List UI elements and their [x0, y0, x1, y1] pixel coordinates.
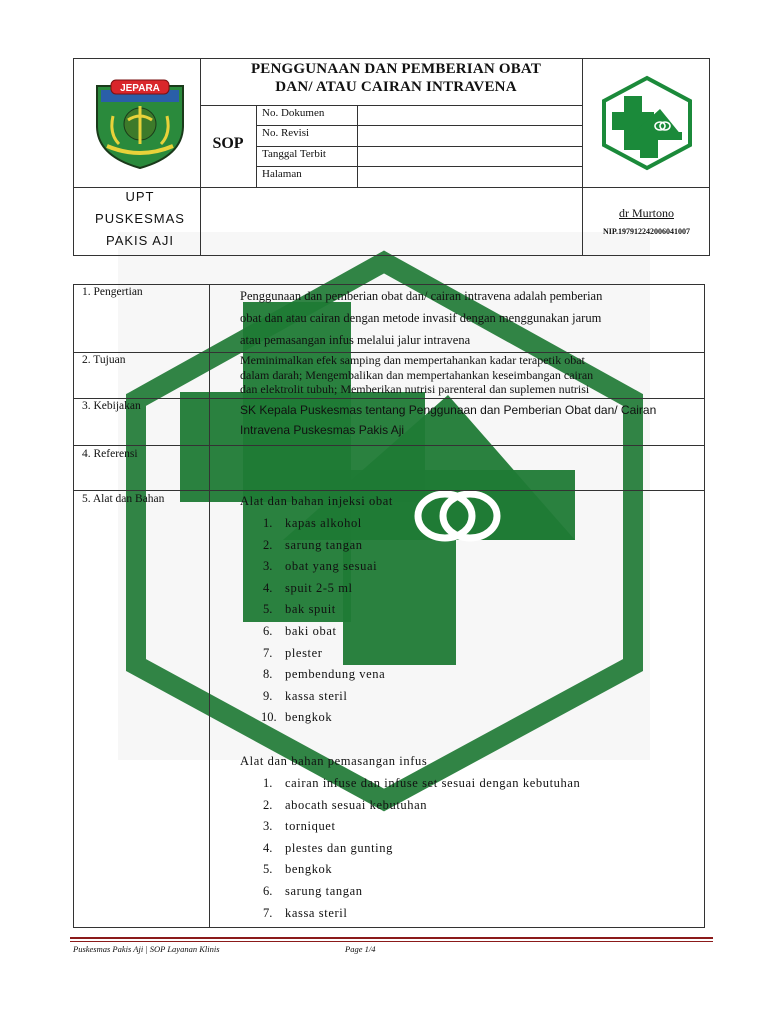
list-item-number: 7. — [263, 905, 273, 920]
kebijakan-line: SK Kepala Puskesmas tentang Penggunaan dan Pemberian Obat dan/ Cairan — [240, 403, 657, 417]
list-item: bengkok — [285, 710, 333, 725]
list-item: cairan infuse dan infuse set sesuai dengan kebutuhan — [285, 776, 581, 790]
list-item-number: 3. — [263, 819, 273, 834]
list-item-number: 9. — [263, 688, 273, 703]
list-item-number: 3. — [263, 559, 273, 574]
list-item-number: 5. — [263, 602, 273, 617]
row-label-tujuan: 2. Tujuan — [82, 354, 126, 366]
list-item: bengkok — [285, 862, 333, 877]
kebijakan-line: Intravena Puskesmas Pakis Aji — [240, 423, 405, 437]
pengertian-text — [240, 285, 698, 351]
list-item: obat yang sesuai — [285, 559, 378, 574]
list-item: pembendung vena — [285, 667, 386, 682]
list-item-number: 1. — [263, 516, 273, 530]
list-item: kassa steril — [285, 688, 348, 703]
list-item-number: 5. — [263, 862, 273, 877]
list-item-number: 7. — [263, 645, 273, 660]
list-item: abocath sesuai kebutuhan — [285, 797, 428, 812]
list-item-number: 2. — [263, 537, 273, 552]
list-item: plester — [285, 645, 323, 660]
sop-label: SOP — [212, 135, 244, 152]
org-line-1: UPT — [125, 189, 155, 204]
tujuan-line: Meminimalkan efek samping dan mempertahankan kadar terapetik obat — [240, 353, 585, 367]
field-no-dokumen: No. Dokumen — [262, 107, 325, 119]
pengertian-line: obat dan atau cairan dengan metode invasif dengan menggunakan jarum — [240, 311, 602, 325]
signer-name: dr Murtono — [619, 206, 674, 220]
signer-nip: NIP.197912242006041007 — [602, 227, 691, 236]
list-item: sarung tangan — [285, 884, 363, 898]
footer-rule-thin — [70, 941, 713, 942]
list-item-number: 4. — [263, 580, 273, 595]
field-tanggal-terbit: Tanggal Terbit — [262, 148, 326, 160]
row-label-pengertian: 1. Pengertian — [82, 286, 143, 298]
list-item-number: 10. — [261, 710, 277, 725]
tujuan-line: dan elektrolit tubuh; Memberikan nutrisi parenteral dan suplemen nutrisi — [240, 382, 590, 396]
kebijakan-text — [240, 400, 698, 440]
list-item: sarung tangan — [285, 537, 363, 552]
list-item-number: 1. — [263, 776, 273, 790]
list-item-number: 4. — [263, 840, 273, 855]
row-label-kebijakan: 3. Kebijakan — [82, 400, 141, 412]
crest-banner-text: JEPARA — [120, 83, 160, 94]
footer-page-number: Page 1/4 — [345, 944, 376, 954]
list-item: spuit 2-5 ml — [285, 580, 353, 595]
list-item: plestes dan gunting — [285, 840, 393, 855]
tujuan-line: dalam darah; Mengembalikan dan mempertahankan keseimbangan cairan — [240, 367, 594, 382]
group-injeksi-title: Alat dan bahan injeksi obat — [240, 494, 393, 508]
list-item: torniquet — [285, 819, 336, 834]
footer-rule — [70, 937, 713, 939]
title-line-1: PENGGUNAAN DAN PEMBERIAN OBAT — [250, 61, 542, 77]
tujuan-text — [240, 353, 698, 397]
pengertian-line: Penggunaan dan pemberian obat dan/ cairan intravena adalah pemberian — [240, 289, 603, 303]
footer-org-text: Puskesmas Pakis Aji | SOP Layanan Klinis — [73, 944, 220, 954]
row-label-referensi: 4. Referensi — [82, 448, 138, 460]
title-line-2: DAN/ ATAU CAIRAN INTRAVENA — [275, 79, 517, 95]
list-item: kassa steril — [285, 905, 348, 920]
field-halaman: Halaman — [262, 168, 302, 180]
list-item: baki obat — [285, 624, 337, 638]
field-no-revisi: No. Revisi — [262, 127, 310, 139]
row-label-alat-bahan: 5. Alat dan Bahan — [82, 493, 165, 505]
jepara-crest-logo — [93, 76, 187, 170]
group-infus-title: Alat dan bahan pemasangan infus — [240, 754, 428, 768]
org-line-3: PAKIS AJI — [105, 233, 174, 248]
list-item-number: 2. — [263, 797, 273, 812]
pengertian-line: atau pemasangan infus melalui jalur intravena — [240, 333, 471, 347]
list-item-number: 8. — [263, 667, 273, 682]
list-item: kapas alkohol — [285, 516, 362, 530]
puskesmas-logo — [598, 74, 696, 172]
list-item: bak spuit — [285, 602, 336, 617]
sop-title — [210, 60, 582, 96]
list-item-number: 6. — [263, 624, 273, 638]
org-line-2: PUSKESMAS — [95, 211, 185, 226]
list-item-number: 6. — [263, 884, 273, 898]
